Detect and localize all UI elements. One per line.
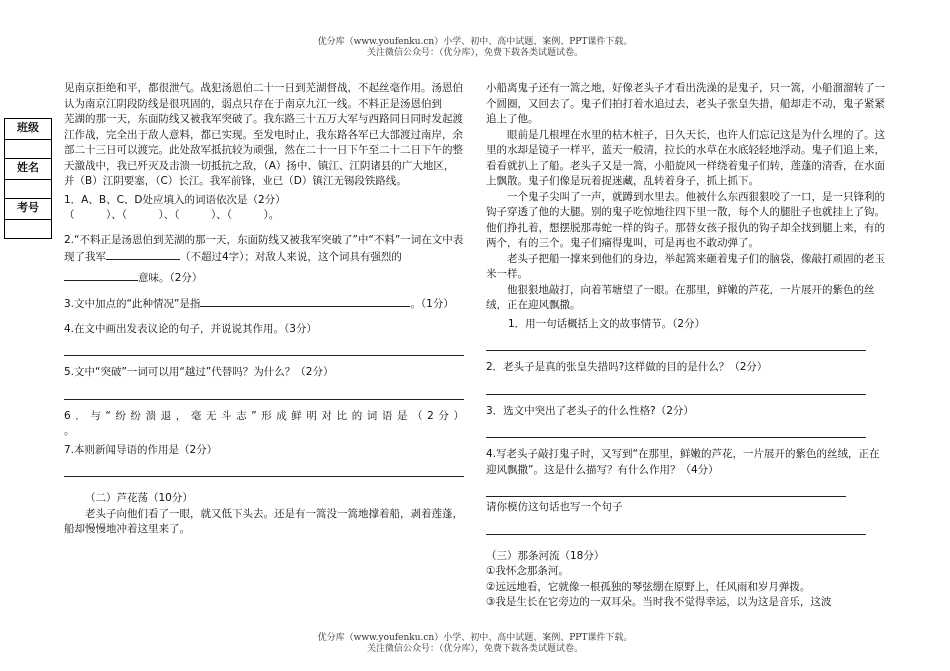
question-6-end: 。	[64, 425, 75, 437]
question-4-imitation: 请你模仿这句话也写一个句子	[486, 501, 623, 513]
passage-sentence: ①我怀念那条河。	[486, 565, 569, 577]
question-3-text: 3.文中加点的“此种情况”是指	[64, 298, 201, 310]
header-line-1: 优分库（www.youfenku.cn）小学、初中、高中试题、案例、PPT课件下载。	[317, 37, 633, 47]
number-label: 考号	[5, 199, 52, 220]
question-1: 1．用一句话概括上文的故事情节。（2分）	[508, 317, 706, 330]
passage-sentence: ③我是生长在它旁边的一双耳朵。当时我不觉得幸运，以为这是音乐，这波	[486, 596, 832, 608]
question-4: 4.在文中画出发表议论的句子，并说说其作用。（3分）	[64, 322, 317, 335]
passage-paragraph: 小船离鬼子还有一篙之地，好像老头子才看出洗澡的是鬼子，只一篙，小船溜溜转了一个圆圈，又回去了。鬼子们拍打着水追过去，老头子张皇失措，船却走不动，鬼子紧紧追上了他。	[486, 82, 885, 125]
question-6: 6．与“纷纷溃退，毫无斗志”形成鲜明对比的词语是（2分）	[64, 409, 464, 422]
answer-blank[interactable]	[106, 248, 180, 260]
question-2: 2．老头子是真的张皇失措吗?这样做的目的是什么？（2分）	[486, 361, 768, 373]
class-field[interactable]	[5, 140, 52, 159]
number-field[interactable]	[5, 220, 52, 239]
answer-line[interactable]	[486, 520, 866, 535]
question-2-text-c: 意味。（2分）	[138, 271, 203, 284]
question-3	[64, 295, 464, 313]
question-4: 4.写老头子敲打鬼子时，又写到“在那里，鲜嫩的芦花，一片展开的紫色的丝绒，正在迎风飘撒”。这是什么描写？有什么作用？（4分）	[486, 448, 880, 476]
passage-paragraph: 见南京拒绝和平，都很泄气。战犯汤恩伯二十一日到芜湖督战，不起丝毫作用。汤恩伯认为南京江阴段防线是很巩固的，弱点只存在于南京九江一线。不料正是汤恩伯到	[64, 82, 463, 110]
answer-blank[interactable]	[200, 295, 410, 307]
passage-paragraph: 老头子向他们看了一眼，就又低下头去。还是有一篙没一篙地撑着船，剥着莲蓬，船却慢慢地冲着这里来了。	[64, 507, 463, 535]
answer-blank[interactable]	[64, 269, 138, 281]
question-2-end	[64, 269, 464, 287]
passage-sentence: ②远远地看，它就像一根孤独的琴弦绷在原野上，任风雨和岁月弹拨。	[486, 580, 811, 593]
question-2-text: 2.“不料正是汤恩伯到芜湖的那一天，东面防线又被我军突破了”中“不料”一词在文中表现了我军	[64, 233, 464, 263]
answer-line[interactable]	[64, 385, 464, 400]
answer-line[interactable]	[64, 341, 464, 356]
left-column	[64, 81, 464, 538]
passage-paragraph: 老头子把船一撑来到他们的身边，举起篙来砸着鬼子们的脑袋，像敲打顽固的老玉米一样。	[486, 252, 885, 280]
passage-paragraph: 芜湖的那一天，东面防线又被我军突破了。我东路三十五万大军与西路同日同时发起渡江作战，完全出于敌人意料，都已实现。至发电时止，我东路各军已大部渡过南岸，余部二十三日可以渡完。此处敌军抵抗较为顽强，然在二十一日下午至二十二日下午的整天激战中，我已歼灭及击溃一切抵抗之敌，（A）扬中、镇江、江阴诸县的广大地区，并（B）江阴要塞，（C）长江。我军前锋，业已（D）镇江无锡段铁路线。	[64, 113, 463, 187]
answer-line[interactable]	[486, 482, 846, 497]
footer-line-2: 关注微信公众号：（优分库），免费下载各类试题试卷。	[366, 644, 583, 654]
question-5: 5.文中“突破”一词可以用“越过”代替吗？为什么？（2分）	[64, 366, 334, 378]
class-label: 班级	[5, 119, 52, 140]
footer-line-1: 优分库（www.youfenku.cn）小学、初中、高中试题、案例、PPT课件下载。	[317, 633, 633, 643]
page-footer	[0, 633, 950, 655]
name-label: 姓名	[5, 159, 52, 180]
passage-paragraph: 一个鬼子尖叫了一声，就蹲到水里去。他被什么东西狠狠咬了一口，是一只锋利的钩子穿透了他的大腿。别的鬼子吃惊地往四下里一散，每个人的腿肚子也就挂上了钩。他们挣扎着，想摆脱那毒蛇一样的钩子。那替女孩子报仇的钩子却全找到腿上来，有的两个，有的三个。鬼子们痛得鬼叫，可是再也不敢动弹了。	[486, 190, 885, 249]
section-3-title: （三）那条河流（18分）	[486, 549, 605, 562]
question-1: 1．A、B、C、D处应填入的词语依次是（2分）	[64, 193, 286, 206]
passage-paragraph: 他狠狠地敲打，向着苇塘望了一眼。在那里，鲜嫩的芦花，一片展开的紫色的丝绒，正在迎风飘撒。	[486, 283, 875, 311]
question-3: 3．选文中突出了老头子的什么性格?（2分）	[486, 404, 694, 417]
question-3-tail: 。（1分）	[410, 298, 454, 310]
section-2-title: （二）芦花荡（10分）	[85, 492, 193, 504]
name-field[interactable]	[5, 180, 52, 199]
answer-line[interactable]	[486, 336, 866, 351]
question-1-blanks[interactable]: （ ）、（ ）、（ ）、（ ）。	[64, 209, 280, 221]
page-header	[0, 37, 950, 59]
student-info-box	[4, 118, 52, 239]
right-column	[486, 81, 886, 611]
answer-line[interactable]	[486, 423, 866, 438]
answer-line[interactable]	[64, 462, 464, 477]
question-2-text-b: （不超过4字）；对敌人来说，这个词具有强烈的	[180, 251, 402, 263]
question-2	[64, 233, 464, 266]
question-7: 7.本则新闻导语的作用是（2分）	[64, 443, 218, 456]
header-line-2: 关注微信公众号：（优分库），免费下载各类试题试卷。	[366, 48, 583, 58]
answer-line[interactable]	[486, 380, 866, 395]
passage-paragraph: 眼前是几根埋在水里的枯木桩子，日久天长，也许人们忘记这是为什么埋的了。这里的水却是镜子一样平，蓝天一般清，拉长的水草在水底轻轻地浮动。鬼子们追上来，看看就扒上了船。老头子又是一篙，小船旋风一样绕着鬼子们转，莲蓬的清香，在水面上飘散。鬼子们像是玩着捉迷藏，乱转着身子，抓上抓下。	[486, 128, 885, 187]
